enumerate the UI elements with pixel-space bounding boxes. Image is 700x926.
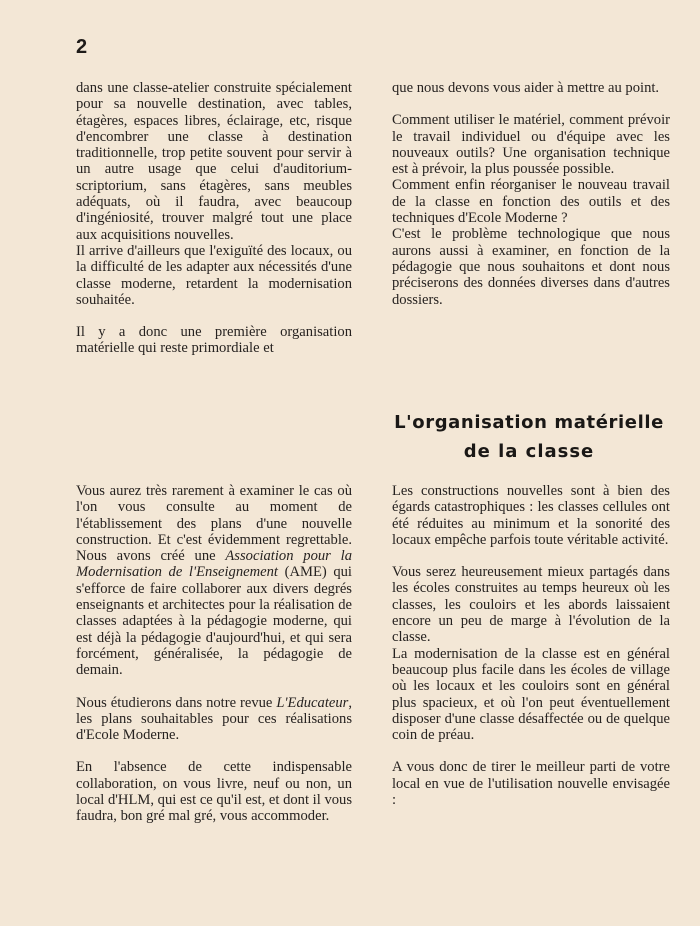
paragraph: En l'absence de cette indispensable collaboration, on vous livre, neuf ou non, un local d'HLM, qui est ce qu'il est, et dont il vous faudra, bon gré mal gré, vous accommoder. [76, 759, 353, 825]
paragraph: Comment utiliser le matériel, comment prévoir le travail individuel ou d'équipe avec les nouveaux outils? Une organisation technique est à prévoir, la plus poussée possible. [392, 112, 670, 178]
association-name: Association pour la Modernisation de l'Enseignement [76, 548, 352, 581]
paragraph: Les constructions nouvelles sont à bien des égards catastrophiques : les classes cellules ont été réduites au minimum et la sonorité des locaux empêche parfois toute véritable activité. [392, 483, 670, 548]
paragraph: C'est le problème technologique que nous aurons aussi à examiner, en fonction de la pédagogie que nous souhaitons et dont nous préciserons des données diverses dans d'autres dossiers. [392, 226, 670, 308]
paragraph: Vous serez heureusement mieux partagés dans les écoles construites au temps heureux où les classes, les couloirs et les abords laissaient encore un peu de marge à l'évolution de la classe. [392, 564, 670, 646]
text-run: Nous étudierons dans notre revue [76, 694, 277, 711]
paragraph: Comment enfin réorganiser le nouveau travail de la classe en fonction des outils et des techniques d'Ecole Moderne ? [392, 177, 670, 227]
paragraph: Il y a donc une première organisation matérielle qui reste primordiale et [76, 324, 352, 357]
section-heading-line-1: L'organisation matérielle [394, 412, 664, 433]
paragraph [76, 483, 352, 679]
page-number: 2 [76, 36, 88, 58]
paragraph [76, 695, 352, 744]
text-run: Vous aurez très rarement à examiner le cas où l'on vous consulte au moment de l'établissement des plans d'une nouvelle construction. Et c'est évidemment regrettable. Nous avons créé une [76, 483, 352, 565]
paragraph: La modernisation de la classe est en général beaucoup plus facile dans les écoles de village où les locaux et les couloirs sont en général plus spacieux, et où l'on peut éventuellement disposer d'une classe désaffectée ou de quelque coin de préau. [392, 645, 670, 744]
section-heading [388, 408, 670, 466]
text-run: , les plans souhaitables pour ces réalisations d'Ecole Moderne. [76, 694, 352, 744]
paragraph: A vous donc de tirer le meilleur parti de votre local en vue de l'utilisation nouvelle envisagée : [392, 759, 670, 809]
left-column-bottom [76, 483, 352, 825]
text-run: (AME) qui s'efforce de faire collaborer aux divers degrés enseignants et architectes pour la réalisation de classes adaptées à la pédagogie moderne, qui est déjà la pédagogie d'aujourd'hui, et qui sera forcément, généralisée, la pédagogie de demain. [76, 564, 352, 679]
right-column-top [392, 80, 670, 308]
paragraph: Il arrive d'ailleurs que l'exiguïté des locaux, ou la difficulté de les adapter aux nécessités d'une classe moderne, retardent la modernisation souhaitée. [76, 242, 352, 308]
paragraph: dans une classe-atelier construite spécialement pour sa nouvelle destination, avec tables, étagères, espaces libres, éclairage, etc, risque d'encombrer une classe à destination traditionnelle, trop petite souvent pour servir à un autre usage que celui d'auditorium-scriptorium, sans étagères, sans meubles adéquats, où il faudra, avec beaucoup d'ingéniosité, trouver malgré tout une place aux acquisitions nouvelles. [76, 80, 352, 243]
left-column-top [76, 80, 352, 357]
section-heading-line-2: de la classe [463, 441, 595, 462]
journal-name: L'Educateur [276, 694, 349, 711]
right-column-bottom [392, 483, 670, 808]
paragraph: que nous devons vous aider à mettre au point. [392, 80, 660, 96]
